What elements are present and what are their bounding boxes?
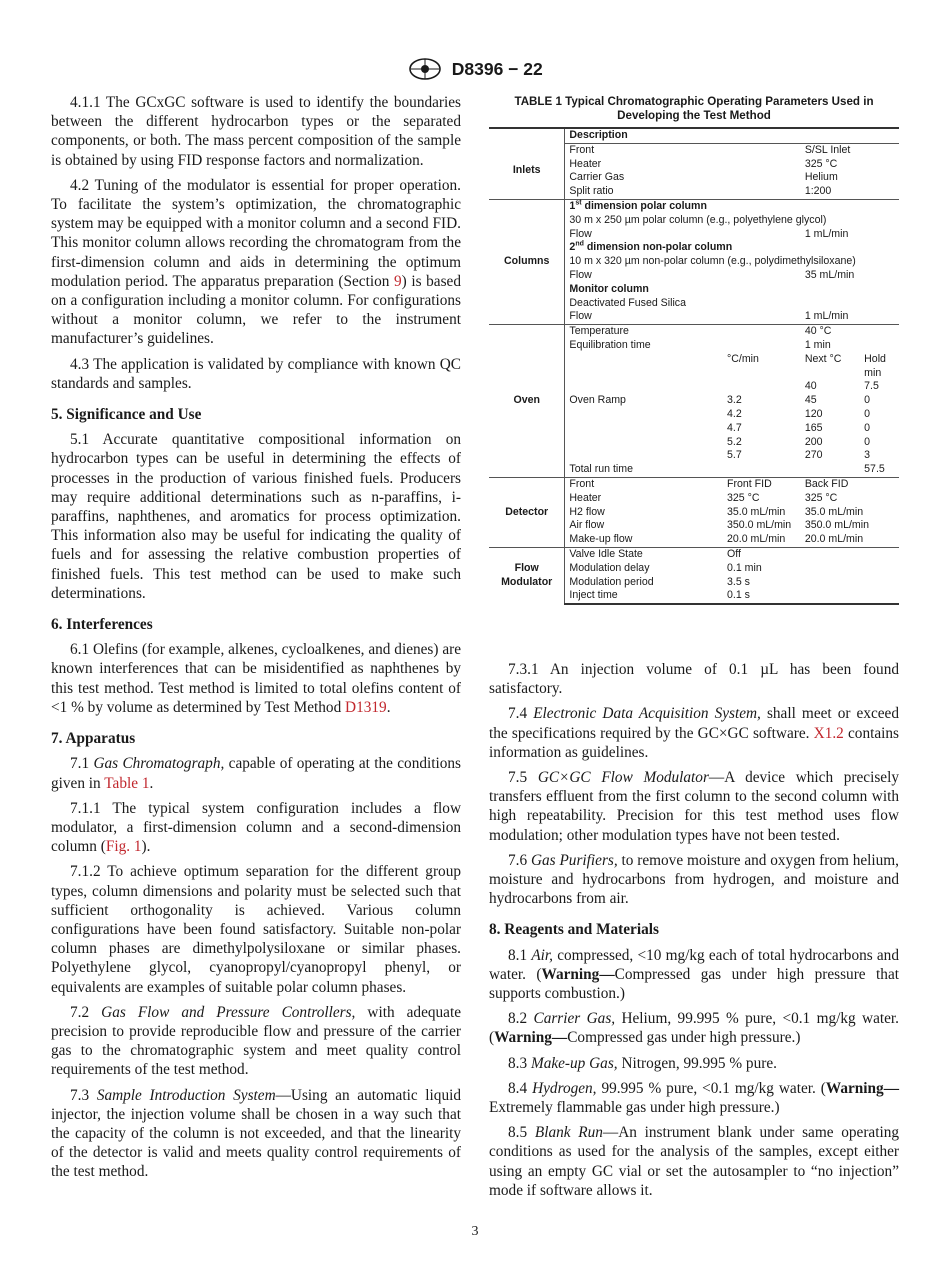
- paragraph-7-1-1: 7.1.1 The typical system configuration includes a flow modulator, a first-dimension column and a second-dimension column (Fig. 1).: [51, 799, 461, 856]
- table-row: Heater 325 °C: [569, 157, 838, 170]
- table-row: Deactivated Fused Silica: [569, 296, 686, 309]
- flow-modulator-group-label: Flow Modulator: [489, 547, 565, 604]
- paragraph-7-2: 7.2 Gas Flow and Pressure Controllers, with adequate precision to provide reproducible flow and pressure of the carrier gas to the chromatographic system and meet quality control requirements of the test method.: [51, 1003, 461, 1079]
- paragraph-7-1-2: 7.1.2 To achieve optimum separation for the different group types, column dimensions and polarity must be selected such that sufficient orthogonality is achieved. Various column configurations have been found satisfactory. Suitable non-polar column phases are dimethylpolysiloxane or similar phases. Polyethylene glycol, cyanopropyl/cyanopropyl phenyl, or equivalents are examples of suitable polar column phases.: [51, 863, 461, 996]
- operating-parameters-table: [489, 127, 899, 605]
- table-row: Heater 325 °C 325 °C: [569, 491, 838, 504]
- paragraph-7-3-1: 7.3.1 An injection volume of 0.1 µL has been found satisfactory.: [489, 661, 899, 698]
- right-column-text: [489, 660, 899, 1206]
- table-row: Columns 1st dimension polar column: [489, 199, 899, 213]
- table-row: Oven Temperature 40 °C: [489, 325, 899, 339]
- table-row: 4.7 165 0: [726, 421, 871, 434]
- paragraph-7-5: 7.5 GC×GC Flow Modulator—A device which precisely transfers effluent from the first column to the second column with high repeatability. Precision for this test method uses flow modulation; other modulation types have not been tested.: [489, 769, 899, 844]
- table-row: Split ratio 1:200: [569, 185, 832, 198]
- detector-group-label: Detector: [489, 477, 565, 547]
- paragraph-4-1-1: 4.1.1 The GCxGC software is used to identify the boundaries between the different hydrocarbon types or the separated components, or both. The mass percent composition of the sample is obtained by using FID response factors and normalization.: [51, 94, 461, 169]
- section-5-heading: 5. Significance and Use: [51, 406, 202, 424]
- table-row: 2nd dimension non-polar column: [569, 240, 733, 254]
- page-header: [0, 57, 950, 81]
- table-row: 10 m x 320 µm non-polar column (e.g., polydimethylsiloxane): [569, 255, 856, 268]
- inlets-group-label: Inlets: [489, 143, 565, 199]
- table-1-container: [489, 93, 899, 605]
- paragraph-7-4: 7.4 Electronic Data Acquisition System, shall meet or exceed the specifications required by the GC×GC software. X1.2 contains information as guidelines.: [489, 705, 899, 761]
- table-row: 40 7.5: [804, 380, 879, 393]
- table-row: 30 m x 250 µm polar column (e.g., polyethylene glycol): [569, 213, 827, 226]
- section-9-link[interactable]: 9: [393, 272, 402, 290]
- columns-group-label: Columns: [489, 199, 565, 324]
- x1-2-link[interactable]: X1.2: [813, 724, 844, 742]
- table-row: Flow 1 mL/min: [569, 227, 849, 240]
- paragraph-7-6: 7.6 Gas Purifiers, to remove moisture and oxygen from helium, moisture and hydrocarbons from hydrogen, and moisture and hydrocarbons from air.: [489, 851, 899, 908]
- fig-1-link[interactable]: Fig. 1: [105, 838, 142, 856]
- table-row: Inject time 0.1 s: [489, 589, 899, 604]
- paragraph-8-3: 8.3 Make-up Gas, Nitrogen, 99.995 % pure.: [508, 1054, 777, 1072]
- table-row: Flow 35 mL/min: [569, 268, 855, 281]
- table-title: TABLE 1 Typical Chromatographic Operating Parameters Used in Developing the Test Method: [514, 95, 874, 122]
- paragraph-5-1: 5.1 Accurate quantitative compositional information on hydrocarbon types can be useful in determining the effects of processes in the production of various finished fuels. Producers may require additional determinations such as n-paraffins, i-paraffins, naphthenes, and aromatics for process optimization. This information also may be useful for indicating the quality of fuels and for assessing the relative combustion properties of finished fuels. This test method can be used to make such determinations.: [51, 431, 461, 602]
- table-row: Detector Front Front FID Back FID: [489, 477, 899, 491]
- paragraph-8-5: 8.5 Blank Run—An instrument blank under same operating conditions as used for the analysis of the samples, except either using an empty GC vial or set the autosampler to “no injection” mode if software allows it.: [489, 1124, 899, 1199]
- table-row: Monitor column: [569, 282, 649, 295]
- table-row: 5.7 270 3: [726, 449, 871, 462]
- paragraph-8-1: 8.1 Air, compressed, <10 mg/kg each of total hydrocarbons and water. (Warning—Compressed gas under high pressure that supports combustion.): [489, 946, 899, 1003]
- table-row: Total run time 57.5: [569, 463, 885, 476]
- document-code: D8396 − 22: [451, 58, 543, 79]
- table-row: Modulation delay 0.1 min: [569, 561, 762, 574]
- table-row: 5.2 200 0: [726, 435, 871, 448]
- table-row: °C/min Next °C Hold min: [726, 352, 886, 379]
- section-6-heading: 6. Interferences: [51, 616, 153, 634]
- oven-ramp-label: Oven Ramp: [569, 394, 626, 407]
- table-row: Make-up flow 20.0 mL/min 20.0 mL/min: [569, 533, 864, 546]
- paragraph-4-2: 4.2 Tuning of the modulator is essential for proper operation. To facilitate the system’s optimization, the chromatographic system may be equipped with a monitor column and a second FID. This monitor column allows recording the chromatogram from the first-dimension column and aids in determining the optimum modulation period. The apparatus preparation (Section 9) is based on a configuration including a monitor column. For configurations without a monitor column, we refer to the instrument manufacturer’s guidelines.: [51, 176, 461, 348]
- table-row: 4.2 120 0: [726, 407, 871, 420]
- table-row: Modulation period 3.5 s: [569, 575, 750, 588]
- left-column: [51, 93, 461, 1188]
- paragraph-7-3: 7.3 Sample Introduction System—Using an automatic liquid injector, the injection volume shall be chosen in a way such that the capacity of the column is not exceeded, and that the linearity of the detector is valid and meets quality control requirements of the test method.: [51, 1086, 461, 1181]
- paragraph-6-1: 6.1 Olefins (for example, alkenes, cycloalkenes, and dienes) are known interferences that can be misidentified as naphthenes by this test method. Test method is limited to total olefins content of <1 % by volume as determined by Test Method D1319.: [51, 641, 461, 716]
- table-header-row: [489, 128, 899, 143]
- paragraph-8-2: 8.2 Carrier Gas, Helium, 99.995 % pure, <0.1 mg/kg water. (Warning—Compressed gas under high pressure.): [489, 1010, 899, 1047]
- oven-group-label: Oven: [489, 325, 565, 478]
- table-1-link[interactable]: Table 1: [104, 774, 150, 792]
- section-8-heading: 8. Reagents and Materials: [489, 921, 659, 939]
- table-row: Flow Modulator Valve Idle State Off: [489, 547, 899, 561]
- table-row: Equilibration time 1 min: [569, 338, 831, 351]
- page-number: 3: [471, 1224, 479, 1239]
- paragraph-8-4: 8.4 Hydrogen, 99.995 % pure, <0.1 mg/kg water. (Warning—Extremely flammable gas under high pressure.): [489, 1079, 899, 1117]
- paragraph-4-3: 4.3 The application is validated by compliance with known QC standards and samples.: [51, 355, 461, 392]
- description-header: Description: [565, 128, 899, 143]
- d1319-link[interactable]: D1319: [345, 698, 387, 716]
- table-row: Flow 1 mL/min: [569, 310, 849, 323]
- section-7-heading: 7. Apparatus: [51, 730, 136, 748]
- paragraph-7-1: 7.1 Gas Chromatograph, capable of operating at the conditions given in Table 1.: [51, 755, 462, 792]
- table-row: H2 flow 35.0 mL/min 35.0 mL/min: [569, 505, 864, 518]
- table-row: Oven Ramp 3.2 45 0: [489, 394, 899, 408]
- table-row: Carrier Gas Helium: [569, 171, 838, 184]
- table-row: Inlets Front S/SL Inlet: [489, 143, 899, 157]
- astm-logo-icon: [407, 57, 443, 81]
- table-row: Air flow 350.0 mL/min 350.0 mL/min: [569, 519, 869, 532]
